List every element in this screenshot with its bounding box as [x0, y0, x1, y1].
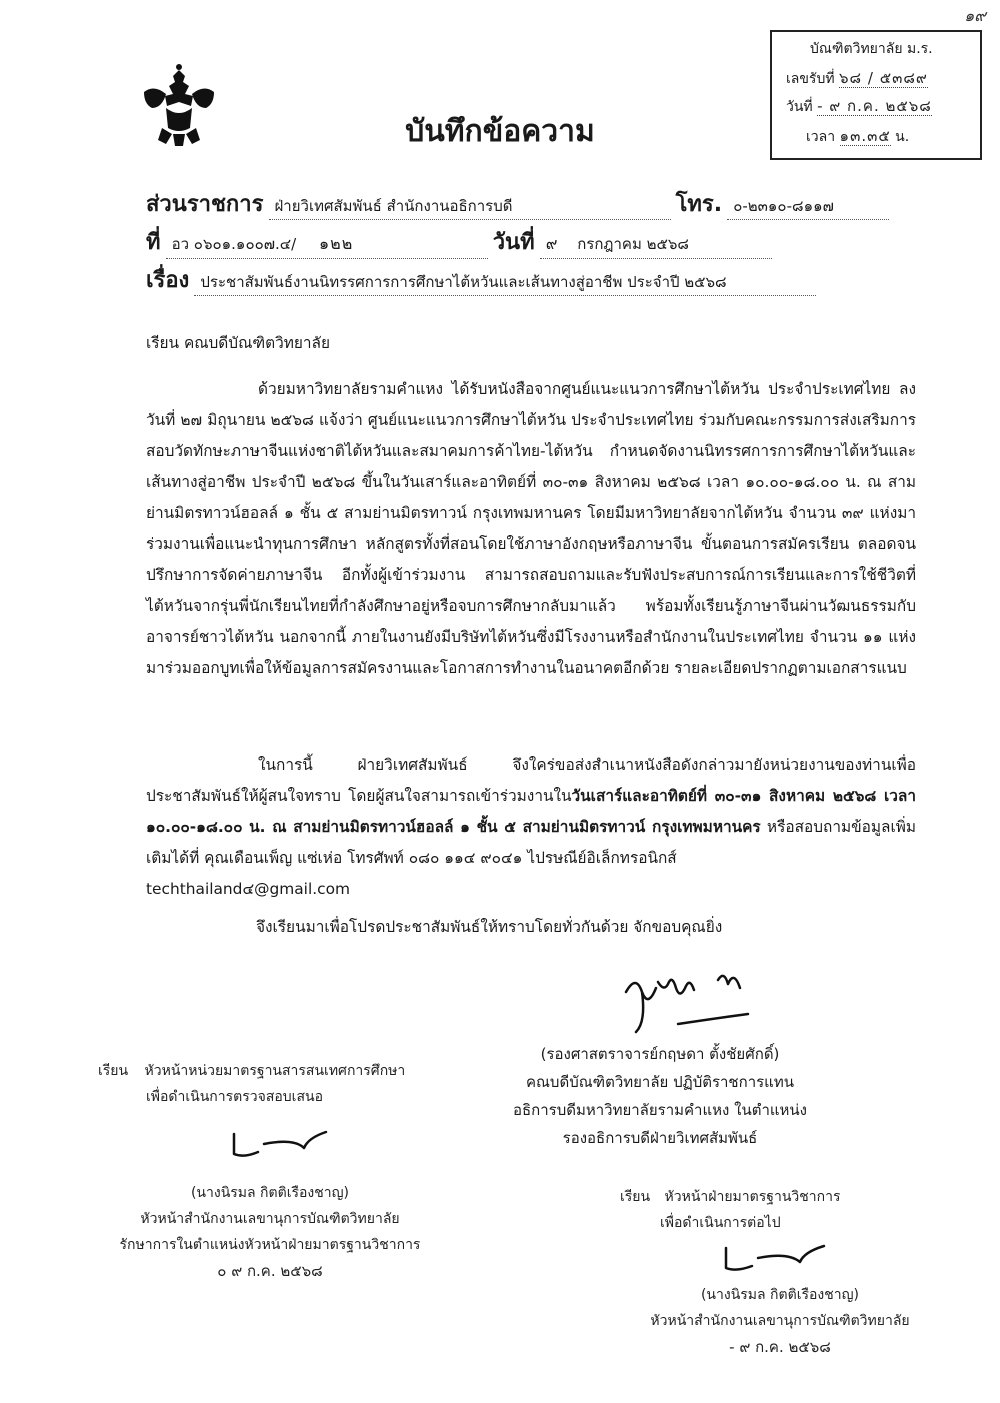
- ref-value: อว ๐๖๐๑.๑๐๐๗.๔/: [171, 235, 297, 253]
- paragraph-2-text-a: ในการนี้ ฝ่ายวิเทศสัมพันธ์ จึงใคร่ขอส่งสำเนาหนังสือดังกล่าวมายังหน่วยงานของท่านเพื่อประชาสัมพันธ์ให้ผู้สนใจทราบ โดยผู้สนใจสามารถเข้าร่วมงานใน: [146, 756, 916, 805]
- right-note-name: (นางนิรมล กิตติเรืองชาญ): [700, 1287, 860, 1303]
- stamp-receipt-value: ๖๘ / ๕๓๘๙: [839, 69, 928, 87]
- left-note: [98, 1058, 458, 1110]
- right-note-to-value: หัวหน้าฝ่ายมาตรฐานวิชาการ: [664, 1189, 841, 1205]
- right-note-signature-icon: [718, 1240, 838, 1276]
- paragraph-1: ด้วยมหาวิทยาลัยรามคำแหง ได้รับหนังสือจากศูนย์แนะแนวการศึกษาไต้หวัน ประจำประเทศไทย ลงวันที่ ๒๗ มิถุนายน ๒๕๖๘ แจ้งว่า ศูนย์แนะแนวการศึกษาไต้หวัน ประจำประเทศไทย ร่วมกับคณะกรรมการส่งเสริมการสอบวัดทักษะภาษาจีนแห่งชาติไต้หวันและสมาคมการค้าไทย-ไต้หวัน กำหนดจัดงานนิทรรศการการศึกษาไต้หวันและเส้นทางสู่อาชีพ ประจำปี ๒๕๖๘ ขึ้นในวันเสาร์และอาทิตย์ที่ ๓๐-๓๑ สิงหาคม ๒๕๖๘ เวลา ๑๐.๐๐-๑๘.๐๐ น. ณ สามย่านมิตรทาวน์ฮอลล์ ๑ ชั้น ๕ สามย่านมิตรทาวน์ กรุงเทพมหานคร โดยมีมหาวิทยาลัยจากไต้หวัน จำนวน ๓๙ แห่งมาร่วมงานเพื่อแนะนำทุนการศึกษา หลักสูตรทั้งที่สอนโดยใช้ภาษาอังกฤษหรือภาษาจีน ขั้นตอนการสมัครเรียน ตลอดจนปรึกษาการจัดค่ายภาษาจีน อีกทั้งผู้เข้าร่วมงาน สามารถสอบถามและรับฟังประสบการณ์การเรียนและการใช้ชีวิตที่ไต้หวันจากรุ่นพี่นักเรียนไทยที่กำลังศึกษาอยู่หรือจบการศึกษากลับมาแล้ว พร้อมทั้งเรียนรู้ภาษาจีนผ่านวัฒนธรรมกับอาจารย์ชาวไต้หวัน นอกจากนี้ ภายในงานยังมีบริษัทไต้หวันซึ่งมีโรงงานหรือสำนักงานในประเทศไทย จำนวน ๑๑ แห่ง มาร่วมออกบูทเพื่อให้ข้อมูลการสมัครงานและโอกาสการทำงานในอนาคตอีกด้วย รายละเอียดปรากฏตามเอกสารแนบ: [146, 380, 916, 677]
- agency-value: ฝ่ายวิเทศสัมพันธ์ สำนักงานอธิการบดี: [269, 194, 671, 220]
- right-note-signature-block: [600, 1282, 960, 1360]
- date-field: [540, 232, 772, 259]
- right-note-to-row: [620, 1184, 920, 1210]
- left-note-title-2: รักษาการในตำแหน่งหัวหน้าฝ่ายมาตรฐานวิชาการ: [119, 1237, 421, 1253]
- right-note-purpose: เพื่อดำเนินการต่อไป: [660, 1215, 781, 1231]
- header-subject-row: [146, 262, 930, 296]
- left-note-title-1: หัวหน้าสำนักงานเลขานุการบัณฑิตวิทยาลัย: [140, 1211, 400, 1227]
- paragraph-2-event-details: วันเสาร์และอาทิตย์ที่ ๓๐-๓๑ สิงหาคม ๒๕๖๘ เวลา ๑๐.๐๐-๑๘.๐๐ น. ณ สามย่านมิตรทาวน์ฮอลล์ ๑ ชั้น ๕ สามย่านมิตรทาวน์ กรุงเทพมหานคร: [146, 787, 916, 836]
- stamp-time-label: เวลา: [806, 129, 836, 145]
- paragraph-2-text-b: หรือสอบถามข้อมูลเพิ่มเติมได้ที่ คุณเดือนเพ็ญ แซ่เห่อ โทรศัพท์ ๐๘๐ ๑๑๔ ๙๐๔๑ ไปรษณีย์อิเล็กทรอนิกส์: [146, 818, 916, 867]
- dean-name: (รองศาสตราจารย์กฤษดา ตั้งชัยศักดิ์): [540, 1045, 780, 1063]
- left-note-signature-block: [80, 1180, 460, 1284]
- header-agency-row: [146, 186, 930, 220]
- stamp-receipt-label: เลขรับที่: [786, 71, 835, 87]
- stamp-time-unit: น.: [895, 129, 910, 145]
- receipt-stamp: [770, 30, 982, 160]
- stamp-date-row: [786, 94, 972, 118]
- left-note-date: ๐ ๙ ก.ค. ๒๕๖๘: [217, 1262, 323, 1280]
- closing-line: จึงเรียนมาเพื่อโปรดประชาสัมพันธ์ให้ทราบโดยทั่วกันด้วย จักขอบคุณยิ่ง: [256, 918, 723, 936]
- stamp-date-label: วันที่: [786, 99, 813, 115]
- dean-title-3: รองอธิการบดีฝ่ายวิเทศสัมพันธ์: [562, 1129, 758, 1147]
- left-note-to-label: เรียน: [98, 1063, 129, 1079]
- date-value: กรกฎาคม ๒๕๖๘: [577, 235, 689, 253]
- phone-value: ๐-๒๓๑๐-๘๑๑๗: [727, 194, 889, 220]
- page-corner-number: ๑๙: [964, 6, 986, 25]
- dean-title-1: คณบดีบัณฑิตวิทยาลัย ปฏิบัติราชการแทน: [525, 1073, 794, 1091]
- subject-label: เรื่อง: [146, 268, 190, 293]
- left-note-name: (นางนิรมล กิตติเรืองชาญ): [190, 1185, 350, 1201]
- left-note-signature-icon: [228, 1126, 338, 1162]
- subject-value: ประชาสัมพันธ์งานนิทรรศการการศึกษาไต้หวันและเส้นทางสู่อาชีพ ประจำปี ๒๕๖๘: [194, 270, 816, 296]
- stamp-date-value: - ๙ ก.ค. ๒๕๖๘: [817, 97, 932, 115]
- stamp-time-value: ๑๓.๓๕: [839, 127, 891, 145]
- salutation: เรียน คณบดีบัณฑิตวิทยาลัย: [146, 334, 331, 352]
- right-note-to-label: เรียน: [620, 1189, 651, 1205]
- page-title: บันทึกข้อความ: [405, 114, 595, 149]
- date-day: ๙: [545, 234, 559, 253]
- agency-label: ส่วนราชการ: [146, 192, 264, 217]
- header-ref-row: [146, 224, 930, 258]
- right-note-date: - ๙ ก.ค. ๒๕๖๘: [729, 1338, 831, 1356]
- ref-label: ที่: [146, 230, 161, 255]
- dean-title-2: อธิการบดีมหาวิทยาลัยรามคำแหง ในตำแหน่ง: [512, 1101, 808, 1119]
- right-note: [620, 1184, 920, 1236]
- dean-signature-block: [480, 1040, 840, 1152]
- dean-signature-icon: [618, 962, 788, 1036]
- stamp-time-row: [806, 124, 972, 148]
- stamp-org: บัณฑิตวิทยาลัย ม.ร.: [810, 41, 933, 57]
- right-note-title-1: หัวหน้าสำนักงานเลขานุการบัณฑิตวิทยาลัย: [650, 1313, 910, 1329]
- date-label: วันที่: [492, 230, 535, 255]
- ref-field: [166, 232, 488, 259]
- paragraph-2: [146, 750, 916, 905]
- left-note-to-value: หัวหน้าหน่วยมาตรฐานสารสนเทศการศึกษา: [144, 1063, 406, 1079]
- phone-label: โทร.: [675, 192, 723, 217]
- left-note-to-row: [98, 1058, 458, 1084]
- stamp-receipt-row: [786, 66, 972, 90]
- left-note-purpose: เพื่อดำเนินการตรวจสอบเสนอ: [146, 1089, 323, 1105]
- contact-email: techthailand๔@gmail.com: [146, 880, 350, 898]
- ref-handwritten: ๑๒๒: [319, 234, 354, 253]
